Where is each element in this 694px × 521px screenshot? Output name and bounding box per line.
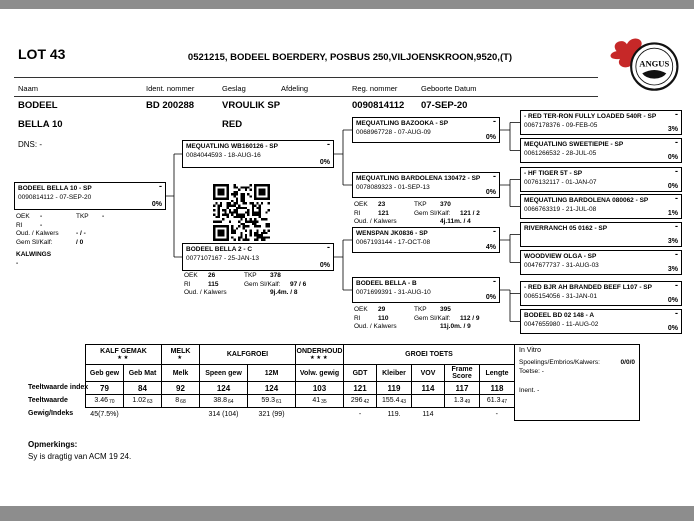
animal-name: BODEEL BELLA - B	[356, 280, 417, 287]
collapse-toggle[interactable]: -	[493, 226, 496, 236]
inbreeding-percent: 3%	[667, 126, 678, 133]
label-afdeling: Afdeling	[281, 84, 309, 93]
collapse-toggle[interactable]: -	[493, 171, 496, 181]
stat-label: Gem Sl/Kalf:	[244, 280, 281, 288]
inbreeding-percent: 3%	[667, 238, 678, 245]
col-header: Geb Mat	[124, 365, 162, 382]
dns-status: DNS: -	[18, 140, 42, 149]
group-groei-toets	[344, 345, 515, 365]
in-vitro-title: In Vitro	[519, 347, 542, 354]
label-geboorte: Geboorte Datum	[421, 84, 477, 93]
group-label: MELK	[170, 348, 191, 355]
stat-label: OEK	[16, 213, 30, 220]
stat-row	[16, 222, 166, 231]
stat-value: 115	[208, 280, 219, 288]
index-cell: 114	[412, 382, 445, 395]
row-label-ebv: Teeltwaarde	[28, 397, 68, 404]
inbreeding-percent: 1%	[667, 210, 678, 217]
pedigree-box-sire	[182, 140, 334, 168]
animal-id: 0076132117 - 01-JAN-07	[524, 179, 597, 186]
stat-value: 121 / 2	[460, 209, 480, 217]
animal-id: 0047655980 - 11-AUG-02	[524, 321, 599, 328]
inbreeding-percent: 0%	[485, 294, 496, 301]
col-header: VOV	[412, 365, 445, 382]
ebv-cell: 155.443	[377, 395, 412, 408]
gewig-cell: 45(7.5%)	[90, 410, 119, 418]
stat-value: 395	[440, 306, 451, 313]
gewig-cell: 119.	[387, 410, 401, 418]
pedigree-box-gen4-5	[520, 222, 682, 247]
gewig-cell	[445, 408, 480, 421]
index-cell: 124	[200, 382, 248, 395]
ebv-cell: 868	[162, 395, 200, 408]
ebv-cell: 59.361	[248, 395, 296, 408]
label-naam: Naam	[18, 84, 39, 93]
animal-id: 0067178376 - 09-FEB-05	[524, 122, 598, 129]
col-header: GDT	[344, 365, 377, 382]
stat-label: Oud. / Kalwers	[354, 323, 397, 330]
animal-id: 0077107167 - 25-JAN-13	[186, 255, 259, 262]
stat-row	[354, 306, 500, 315]
index-cell: 92	[162, 382, 200, 395]
index-cell: 118	[480, 382, 515, 395]
inbreeding-percent: 0%	[667, 297, 678, 304]
group-kalfgroei	[200, 345, 296, 365]
col-header: 12M	[248, 365, 296, 382]
stat-value: 110	[378, 314, 389, 322]
gewig-cell: -	[495, 410, 498, 418]
pedigree-box-gen3-3	[352, 227, 500, 253]
inbreeding-percent: 0%	[151, 201, 162, 208]
animal-id: 0065154056 - 31-JAN-01	[524, 293, 597, 300]
stat-row	[354, 201, 500, 210]
row-label-gewig: Gewig/Indeks	[28, 410, 74, 417]
star-rating: ★★★	[309, 355, 330, 361]
collapse-toggle[interactable]: -	[675, 308, 678, 318]
animal-name: WENSPAN JK0836 - SP	[356, 230, 428, 237]
col-header: Geb gew	[86, 365, 124, 382]
stat-label: Gem Sl/Kalf:	[16, 238, 53, 246]
stat-label: TKP	[76, 213, 89, 220]
animal-name: WOODVIEW OLGA - SP	[524, 253, 597, 260]
animal-name: MEQUATLING BARDOLENA 080062 - SP	[524, 197, 649, 204]
pedigree-box-gen4-3	[520, 167, 682, 192]
toetse: Toetse: -	[519, 368, 544, 375]
gen3-sire-side-stats	[354, 201, 500, 227]
stat-label: Gem Sl/Kalf:	[414, 314, 451, 322]
stat-row	[16, 230, 166, 239]
gewig-cell	[124, 408, 162, 421]
animal-id: 0090814112 - 07-SEP-20	[18, 194, 92, 201]
divider	[14, 77, 598, 78]
stat-label: TKP	[414, 306, 427, 313]
logo-text: ANGUS	[639, 58, 670, 69]
collapse-toggle[interactable]: -	[675, 221, 678, 231]
inbreeding-percent: 0%	[667, 154, 678, 161]
stat-label: RI	[16, 221, 23, 229]
stat-value: 4j.11m. / 4	[440, 218, 471, 225]
stat-label: Gem Sl/Kalf:	[414, 209, 451, 217]
index-cell: 119	[377, 382, 412, 395]
animal-name: BODEEL BD 02 148 - A	[524, 312, 595, 319]
ebv-cell: 1.0263	[124, 395, 162, 408]
animal-name: MEQUATLING SWEETIEPIE - SP	[524, 141, 624, 148]
stat-label: RI	[184, 280, 191, 288]
stat-value: 112 / 9	[460, 314, 480, 322]
stat-value: 29	[378, 306, 386, 313]
spoelings-value: 0/0/0	[620, 359, 635, 366]
gewig-cell: 114	[422, 410, 434, 418]
animal-id: 0067193144 - 17-OCT-08	[356, 239, 431, 246]
dam-stats	[184, 272, 334, 298]
animal-name: BODEEL BELLA 10 - SP	[18, 185, 92, 192]
collapse-toggle[interactable]: -	[493, 116, 496, 126]
animal-name: - RED TER-RON FULLY LOADED 540R - SP	[524, 113, 657, 120]
gewig-cell: 314 (104)	[208, 410, 239, 418]
stat-value: / 0	[76, 238, 84, 246]
kalwings-value: -	[16, 259, 19, 267]
group-label: KALFGROEI	[226, 351, 269, 358]
animal-id: 0066763319 - 21-JUL-08	[524, 206, 597, 213]
lot-number: LOT 43	[18, 46, 66, 62]
animal-geboorte: 07-SEP-20	[421, 100, 468, 111]
pedigree-box-gen4-4	[520, 194, 682, 219]
animal-name: MEQUATLING WB160126 - SP	[186, 143, 278, 150]
pedigree-box-gen3-4	[352, 277, 500, 303]
col-header: Speen gew	[200, 365, 248, 382]
col-header: Frame Score	[445, 365, 480, 382]
kalwings-label: KALWINGS	[16, 251, 52, 258]
stat-row	[184, 272, 334, 281]
index-cell: 103	[296, 382, 344, 395]
stat-label: Oud. / Kalwers	[16, 230, 59, 237]
animal-name: MEQUATLING BARDOLENA 130472 - SP	[356, 175, 481, 182]
label-geslag: Geslag	[222, 84, 246, 93]
animal-ident: BD 200288	[146, 100, 195, 111]
pedigree-box-gen4-7	[520, 281, 682, 306]
collapse-toggle[interactable]: -	[675, 137, 678, 147]
stat-value: 121	[378, 209, 389, 217]
col-header: Kleiber	[377, 365, 412, 382]
stat-row	[354, 210, 500, 219]
stat-label: RI	[354, 314, 361, 322]
collapse-toggle[interactable]: -	[675, 280, 678, 290]
remarks-text: Sy is dragtig van ACM 19 24.	[28, 452, 132, 461]
animal-id: 0061266532 - 28-JUL-05	[524, 150, 597, 157]
animal-name: MEQUATLING BAZOOKA - SP	[356, 120, 449, 127]
pedigree-box-dam	[182, 243, 334, 271]
star-rating: ★★	[117, 355, 130, 361]
stat-label: RI	[354, 209, 361, 217]
label-ident: Ident. nommer	[146, 84, 195, 93]
collapse-toggle[interactable]: -	[675, 193, 678, 203]
col-header: Melk	[162, 365, 200, 382]
ebv-cell: 61.347	[480, 395, 515, 408]
stat-label: OEK	[354, 201, 368, 208]
pedigree-box-gen4-8	[520, 309, 682, 334]
stat-value: 378	[270, 272, 281, 279]
inbreeding-percent: 0%	[485, 134, 496, 141]
col-header: Lengte	[480, 365, 515, 382]
stat-row	[16, 213, 166, 222]
stat-label: Oud. / Kalwers	[354, 218, 397, 225]
animal-id: 0047677737 - 31-AUG-03	[524, 262, 599, 269]
stat-label: OEK	[354, 306, 368, 313]
divider	[14, 96, 598, 97]
angus-logo	[600, 34, 688, 94]
animal-reg: 0090814112	[352, 100, 405, 111]
stat-value: 97 / 6	[290, 280, 307, 288]
inbreeding-percent: 0%	[485, 189, 496, 196]
ebv-cell: 29642	[344, 395, 377, 408]
pedigree-box-subject	[14, 182, 166, 210]
animal-id: 0068967728 - 07-AUG-09	[356, 129, 431, 136]
collapse-toggle[interactable]: -	[493, 276, 496, 286]
collapse-toggle[interactable]: -	[675, 109, 678, 119]
inbreeding-percent: 0%	[667, 325, 678, 332]
index-cell: 84	[124, 382, 162, 395]
pedigree-box-gen4-6	[520, 250, 682, 275]
breeding-values-table	[85, 344, 640, 421]
ebv-cell: 38.864	[200, 395, 248, 408]
index-cell: 121	[344, 382, 377, 395]
stat-row	[184, 281, 334, 290]
index-cell: 79	[86, 382, 124, 395]
group-label: KALF GEMAK	[100, 348, 147, 355]
subject-stats	[16, 213, 166, 268]
collapse-toggle[interactable]: -	[327, 242, 330, 252]
animal-id: 0078089323 - 01-SEP-13	[356, 184, 430, 191]
spoelings-label: Spoelings/Embrios/Kalwers:	[519, 359, 600, 366]
stat-label: TKP	[414, 201, 427, 208]
pedigree-box-gen4-1	[520, 110, 682, 135]
pedigree-box-gen4-2	[520, 138, 682, 163]
stat-value: 370	[440, 201, 451, 208]
stat-label: TKP	[244, 272, 257, 279]
animal-id: 0071699391 - 31-AUG-10	[356, 289, 431, 296]
inent: Inent. -	[519, 387, 540, 394]
stat-value: 11j.0m. / 9	[440, 323, 471, 330]
spoelings-row	[519, 359, 635, 366]
animal-naam2: BELLA 10	[18, 119, 63, 130]
stat-row	[354, 323, 500, 332]
qr-code	[213, 184, 270, 241]
stat-value: -	[40, 221, 43, 229]
animal-naam: BODEEL	[18, 100, 58, 111]
group-onderhoud	[296, 345, 344, 365]
stat-value: 9j.4m. / 8	[270, 289, 298, 296]
stat-label: Oud. / Kalwers	[184, 289, 227, 296]
stat-row	[354, 218, 500, 227]
stat-value: -	[40, 213, 43, 220]
group-label: GROEI TOETS	[405, 351, 453, 358]
stat-row	[184, 289, 334, 298]
pedigree-box-gen3-1	[352, 117, 500, 143]
inbreeding-percent: 4%	[485, 244, 496, 251]
collapse-toggle[interactable]: -	[159, 181, 162, 191]
stat-label: OEK	[184, 272, 198, 279]
collapse-toggle[interactable]: -	[675, 249, 678, 259]
pedigree-box-gen3-2	[352, 172, 500, 198]
animal-name: - HF TIGER 5T - SP	[524, 170, 583, 177]
ebv-cell: 4135	[296, 395, 344, 408]
gewig-cell: 321 (99)	[258, 410, 285, 418]
animal-kleur: RED	[222, 119, 243, 130]
gen3-dam-side-stats	[354, 306, 500, 332]
breeder-address: 0521215, BODEEL BOERDERY, POSBUS 250,VILJOENSKROON,9520,(T)	[187, 52, 513, 63]
col-header: Volw. gewig	[296, 365, 344, 382]
group-melk	[162, 345, 200, 365]
star-rating: ★	[177, 355, 184, 361]
inbreeding-percent: 0%	[319, 159, 330, 166]
gewig-cell	[162, 408, 200, 421]
group-header-row	[86, 345, 640, 365]
animal-name: BODEEL BELLA 2 - C	[186, 246, 253, 253]
inbreeding-percent: 0%	[667, 183, 678, 190]
animal-name: RIVERRANCH 05 0162 - SP	[524, 225, 608, 232]
animal-id: 0084044593 - 18-AUG-16	[186, 152, 261, 159]
group-kalf-gemak	[86, 345, 162, 365]
ebv-cell: 3.4670	[86, 395, 124, 408]
stat-value: - / -	[76, 230, 86, 237]
index-cell: 117	[445, 382, 480, 395]
ebv-cell	[412, 395, 445, 408]
collapse-toggle[interactable]: -	[675, 166, 678, 176]
ebv-cell: 1.349	[445, 395, 480, 408]
stat-value: -	[102, 213, 105, 220]
gewig-cell	[296, 408, 344, 421]
gewig-cell: -	[358, 410, 362, 418]
stat-row	[16, 239, 166, 248]
inbreeding-percent: 0%	[319, 262, 330, 269]
index-cell: 124	[248, 382, 296, 395]
group-label: ONDERHOUD	[296, 348, 343, 355]
stat-value: 23	[378, 201, 386, 208]
animal-name: - RED BJR AH BRANDED BEEF L107 - SP	[524, 284, 652, 291]
animal-geslag: VROULIK SP	[222, 100, 281, 111]
inbreeding-percent: 3%	[667, 266, 678, 273]
stat-value: 26	[208, 272, 216, 279]
label-reg: Reg. nommer	[352, 84, 398, 93]
stat-row	[354, 315, 500, 324]
collapse-toggle[interactable]: -	[327, 139, 330, 149]
row-label-index: Teeltwaarde index	[28, 384, 89, 391]
in-vitro-panel	[515, 345, 640, 421]
remarks-label: Opmerkings:	[28, 440, 78, 449]
